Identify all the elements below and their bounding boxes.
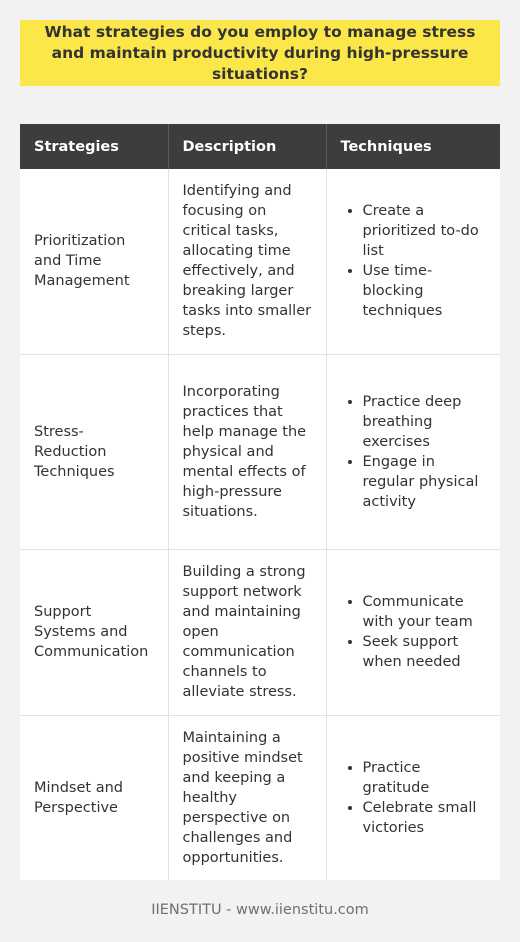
technique-item: • Engage in regular physical activity xyxy=(363,452,487,512)
techniques-list xyxy=(341,758,487,838)
technique-item: • Practice gratitude xyxy=(363,758,487,798)
strategy-cell: Mindset and Perspective xyxy=(20,715,168,880)
description-cell: Building a strong support network and maintaining open communication channels to alleviate stress. xyxy=(168,549,326,715)
techniques-list xyxy=(341,592,487,672)
table-row xyxy=(20,549,500,715)
technique-item: • Communicate with your team xyxy=(363,592,487,632)
technique-item: • Create a prioritized to-do list xyxy=(363,201,487,261)
description-cell: Maintaining a positive mindset and keeping a healthy perspective on challenges and opportunities. xyxy=(168,715,326,880)
table-row xyxy=(20,354,500,549)
techniques-cell xyxy=(326,549,500,715)
description-cell: Identifying and focusing on critical tasks, allocating time effectively, and breaking larger tasks into smaller steps. xyxy=(168,169,326,354)
technique-item: • Practice deep breathing exercises xyxy=(363,392,487,452)
strategy-cell: Stress-Reduction Techniques xyxy=(20,354,168,549)
technique-item: • Use time-blocking techniques xyxy=(363,261,487,321)
technique-item: • Seek support when needed xyxy=(363,632,487,672)
strategies-table xyxy=(20,124,500,880)
techniques-cell xyxy=(326,169,500,354)
techniques-cell xyxy=(326,354,500,549)
technique-item: • Celebrate small victories xyxy=(363,798,487,838)
strategy-cell: Support Systems and Communication xyxy=(20,549,168,715)
table-header-row xyxy=(20,124,500,169)
table-row xyxy=(20,169,500,354)
table-row xyxy=(20,715,500,880)
footer-credit: IIENSTITU - www.iienstitu.com xyxy=(151,902,369,918)
strategy-cell: Prioritization and Time Management xyxy=(20,169,168,354)
techniques-list xyxy=(341,201,487,321)
header-techniques: Techniques xyxy=(326,124,500,169)
header-description: Description xyxy=(168,124,326,169)
header-strategies: Strategies xyxy=(20,124,168,169)
description-cell: Incorporating practices that help manage the physical and mental effects of high-pressure situations. xyxy=(168,354,326,549)
techniques-list xyxy=(341,392,487,512)
question-banner xyxy=(20,20,500,86)
techniques-cell xyxy=(326,715,500,880)
question-title: What strategies do you employ to manage stress and maintain productivity during high-pressure situations? xyxy=(44,22,476,83)
